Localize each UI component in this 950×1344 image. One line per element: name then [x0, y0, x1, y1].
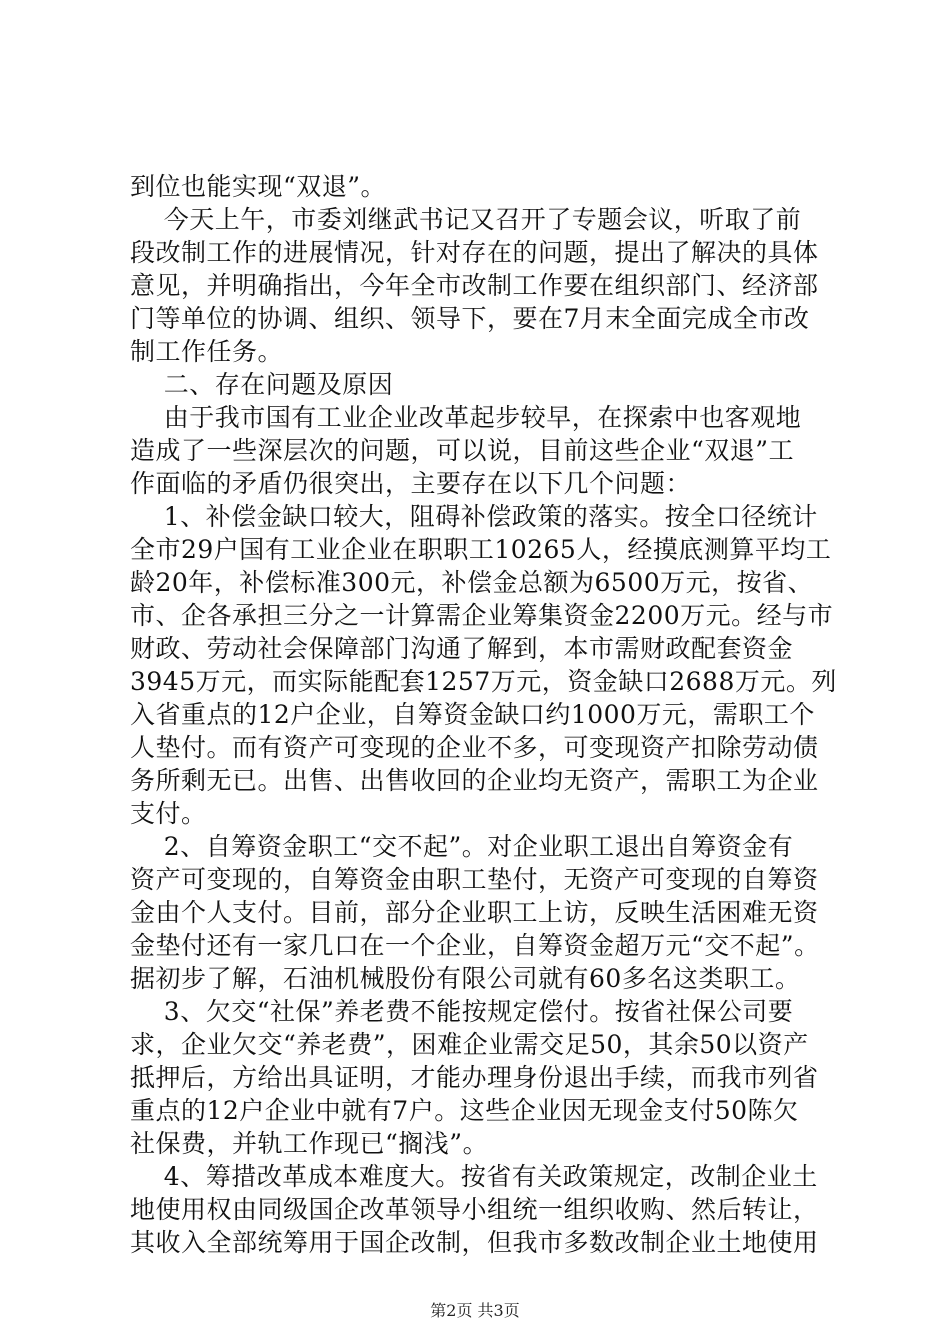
section-heading: 二、存在问题及原因 — [130, 370, 394, 399]
text-line: 作面临的矛盾仍很突出，主要存在以下几个问题： — [130, 469, 692, 498]
text-line: 社保费，并轨工作现已“搁浅”。 — [130, 1129, 489, 1158]
text-line: 由于我市国有工业企业改革起步较早，在探索中也客观地 — [130, 403, 802, 432]
page-footer: 第2页 共3页 — [430, 1301, 520, 1320]
text-line: 全市29户国有工业企业在职职工10265人，经摸底测算平均工 — [130, 535, 832, 564]
text-line: 金垫付还有一家几口在一个企业，自筹资金超万元“交不起”。 — [130, 931, 820, 960]
text-line: 1、补偿金缺口较大，阻碍补偿政策的落实。按全口径统计 — [130, 502, 818, 531]
text-line: 务所剩无已。出售、出售收回的企业均无资产，需职工为企业 — [130, 766, 819, 795]
text-line: 到位也能实现“双退”。 — [130, 172, 387, 201]
text-line: 财政、劳动社会保障部门沟通了解到，本市需财政配套资金 — [130, 634, 794, 663]
text-line: 求，企业欠交“养老费”，困难企业需交足50，其余50以资产 — [130, 1030, 809, 1059]
text-line: 市、企各承担三分之一计算需企业筹集资金2200万元。经与市 — [130, 601, 834, 630]
text-line: 造成了一些深层次的问题，可以说，目前这些企业“双退”工 — [130, 436, 795, 465]
text-line: 支付。 — [130, 799, 207, 828]
text-line: 今天上午，市委刘继武书记又召开了专题会议，听取了前 — [130, 205, 802, 234]
text-line: 段改制工作的进展情况，针对存在的问题，提出了解决的具体 — [130, 238, 819, 267]
text-line: 4、筹措改革成本难度大。按省有关政策规定，改制企业土 — [130, 1162, 818, 1191]
text-line: 金由个人支付。目前，部分企业职工上访，反映生活困难无资 — [130, 898, 819, 927]
text-line: 地使用权由同级国企改革领导小组统一组织收购、然后转让， — [130, 1195, 819, 1224]
text-line: 3、欠交“社保”养老费不能按规定偿付。按省社保公司要 — [130, 997, 794, 1026]
document-body — [130, 170, 837, 1259]
text-line: 门等单位的协调、组织、领导下，要在7月末全面完成全市改 — [130, 304, 810, 333]
text-line: 抵押后，方给出具证明，才能办理身份退出手续，而我市列省 — [130, 1063, 819, 1092]
text-line: 资产可变现的，自筹资金由职工垫付，无资产可变现的自筹资 — [130, 865, 819, 894]
text-line: 据初步了解，石油机械股份有限公司就有60多名这类职工。 — [130, 964, 801, 993]
text-line: 其收入全部统筹用于国企改制，但我市多数改制企业土地使用 — [130, 1228, 819, 1257]
text-line: 入省重点的12户企业，自筹资金缺口约1000万元，需职工个 — [130, 700, 815, 729]
text-line: 龄20年，补偿标准300元，补偿金总额为6500万元，按省、 — [130, 568, 814, 597]
text-line: 制工作任务。 — [130, 337, 284, 366]
text-line: 意见，并明确指出，今年全市改制工作要在组织部门、经济部 — [130, 271, 819, 300]
text-line: 重点的12户企业中就有7户。这些企业因无现金支付50陈欠 — [130, 1096, 799, 1125]
text-line: 人垫付。而有资产可变现的企业不多，可变现资产扣除劳动债 — [130, 733, 819, 762]
text-line: 3945万元，而实际能配套1257万元，资金缺口2688万元。列 — [130, 667, 837, 696]
text-line: 2、自筹资金职工“交不起”。对企业职工退出自筹资金有 — [130, 832, 794, 861]
